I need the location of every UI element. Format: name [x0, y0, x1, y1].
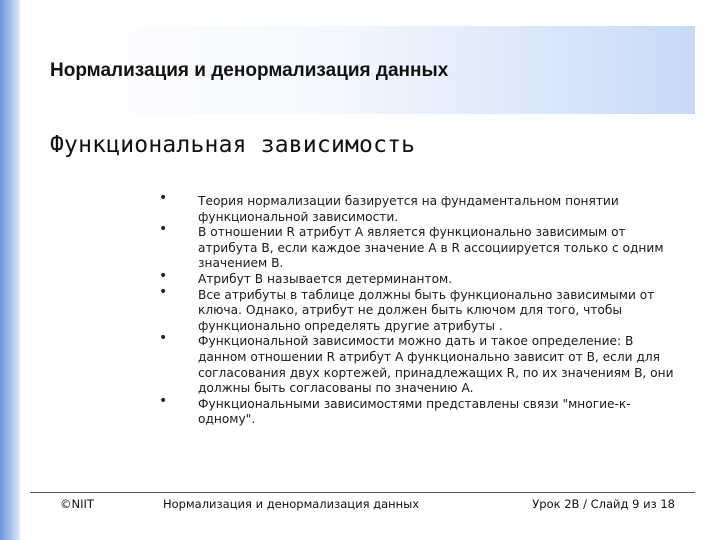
bullet-dot-icon: • [159, 283, 168, 300]
bullet-list [155, 190, 675, 428]
bullet-text: Функциональными зависимостями представлены связи "многие-к-одному". [198, 396, 631, 427]
footer-copyright: ©NIIT [60, 497, 94, 511]
bullet-dot-icon: • [159, 221, 168, 238]
slide-header-title: Нормализация и денормализация данных [50, 60, 449, 81]
bullet-dot-icon: • [159, 190, 168, 206]
bullet-text: Теория нормализации базируется на фундаментальном понятии функциональной зависимости. [198, 194, 619, 224]
footer-slide-number: Урок 2B / Слайд 9 из 18 [532, 497, 675, 511]
bullet-item [155, 283, 675, 335]
bullet-item [155, 190, 675, 225]
section-title: Функциональная зависимость [50, 132, 416, 158]
bullet-dot-icon: • [159, 392, 168, 409]
bullet-text: Все атрибуты в таблице должны быть функционально зависимыми от ключа. Однако, атрибут не должен быть ключом для того, чтобы функционально определять другие атрибуты . [198, 287, 655, 333]
footer-course-title: Нормализация и денормализация данных [163, 497, 420, 511]
bullet-text: Атрибут B называется детерминантом. [198, 271, 453, 286]
bullet-dot-icon: • [159, 267, 168, 284]
bullet-item [155, 392, 675, 428]
bullet-item [155, 330, 675, 396]
bullet-item [155, 221, 675, 272]
bullet-text: Функциональной зависимости можно дать и такое определение: В данном отношении R атрибут A функционально зависит от B, если для согласования двух кортежей, принадлежащих R, по их значениям B, они должны быть согласованы по значению A. [198, 334, 674, 396]
footer-divider [30, 492, 695, 493]
bullet-item [155, 267, 675, 288]
bullet-text: В отношении R атрибут A является функционально зависимым от атрибута B, если каждое значение A в R ассоциируется только с одним значением B. [198, 225, 664, 271]
left-accent-bar [0, 0, 20, 540]
bullet-dot-icon: • [159, 330, 168, 347]
